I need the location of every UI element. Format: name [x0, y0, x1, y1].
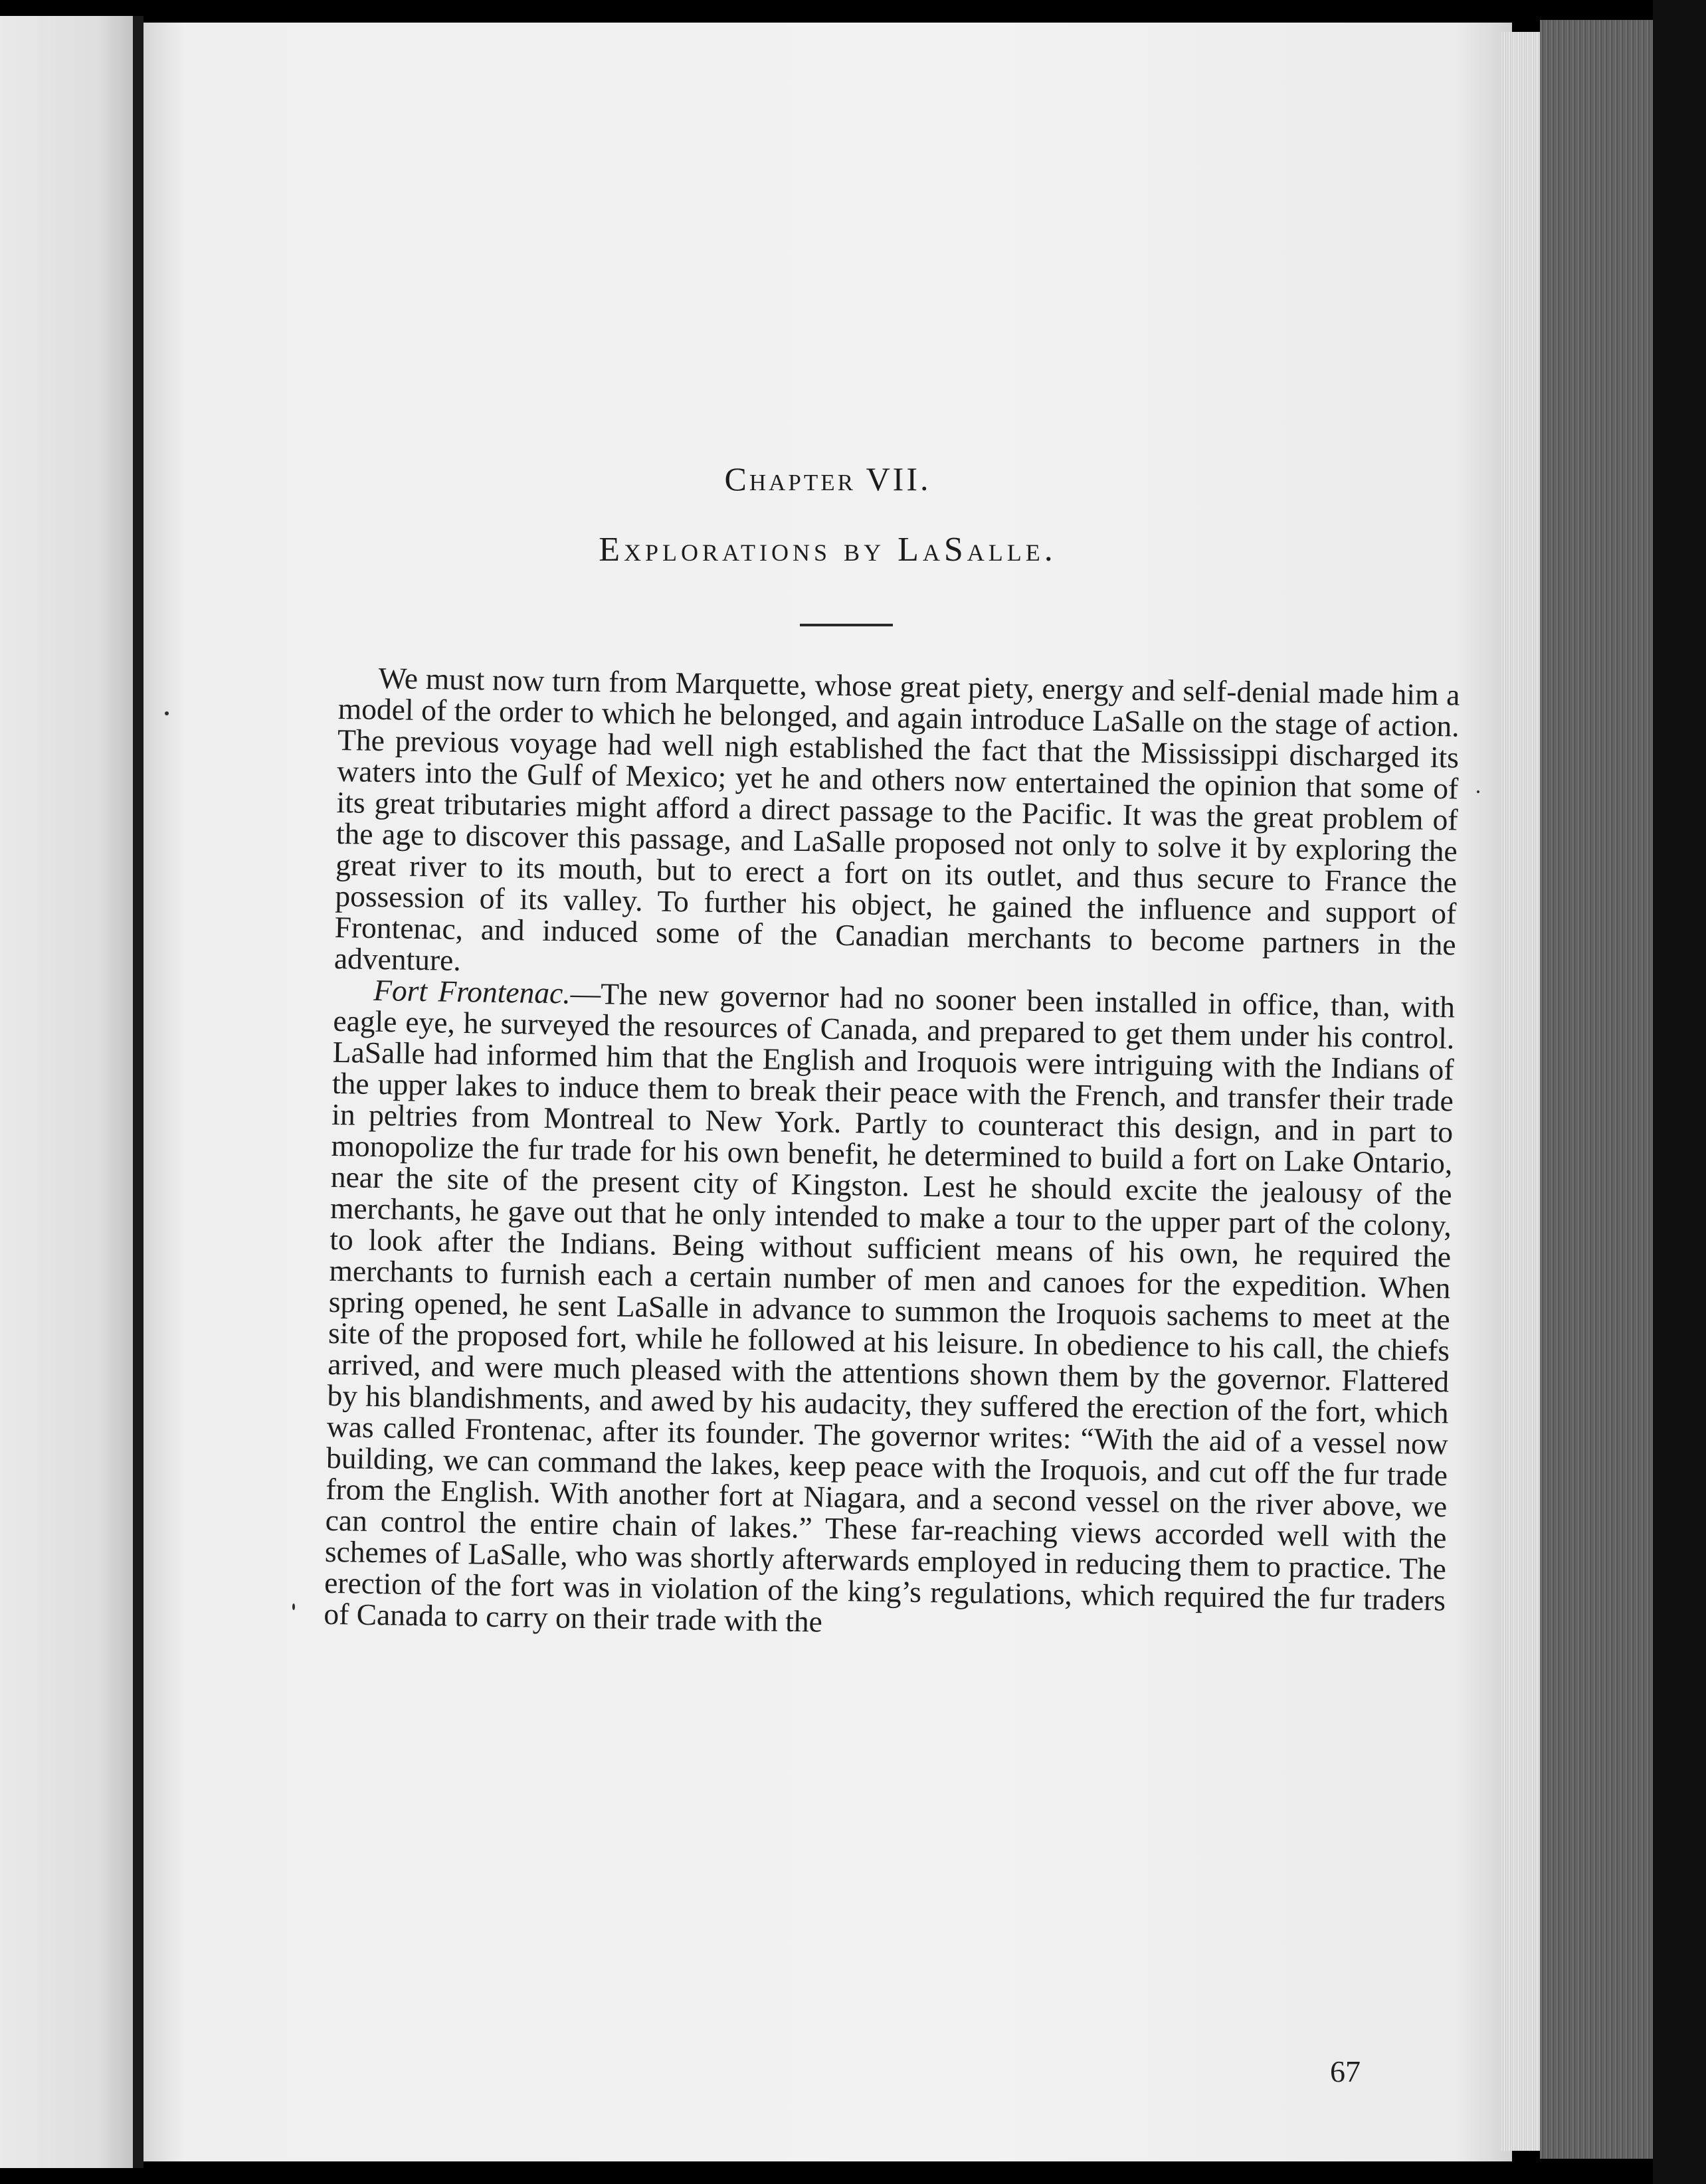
body-text: [324, 662, 1460, 1647]
heading-rule: [800, 624, 893, 626]
book-fore-edge: [1540, 20, 1653, 2159]
chapter-label: Chapter VII.: [724, 460, 931, 498]
left-page-edge: [0, 16, 140, 2168]
book-page: [143, 23, 1512, 2161]
paragraph-text: We must now turn from Marquette, whose great piety, energy and self-denial made him a model of the order to which he belonged, and again introduce LaSalle on the stage of action. The previous voyage had well nigh established the fact that the Mississippi discharged its waters into the Gulf of Mexico; yet he and others now entertained the opinion that some of its great tributaries might afford a direct passage to the Pacific. It was the great problem of the age to discover this passage, and LaSalle proposed not only to solve it by exploring the great river to its mouth, but to erect a fort on its outlet, and thus secure to France the possession of its valley. To further his object, he gained the influence and support of Frontenac, and induced some of the Canadian merchants to become partners in the adventure.: [333, 660, 1460, 977]
book-gutter: [133, 16, 143, 2168]
paragraph-text: —The new governor had no sooner been installed in office, than, with eagle eye, he surveyed the resources of Canada, and prepared to get them under his control. LaSalle had informed him that the English and Iroquois were intriguing with the Indians of the upper lakes to induce them to break their peace with the French, and transfer their trade in peltries from Montreal to New York. Partly to counteract this design, and in part to monopolize the fur trade for his own benefit, he determined to build a fort on Lake Ontario, near the site of the present city of Kingston. Lest he should excite the jealousy of the merchants, he gave out that he only intended to make a tour to the upper part of the colony, to look after the Indians. Being without sufficient means of his own, he required the merchants to furnish each a certain number of men and canoes for the expedition. When spring opened, he sent LaSalle in advance to summon the Iroquois sachems to meet at the site of the proposed fort, while he followed at his leisure. In obedience to his call, the chiefs arrived, and were much pleased with the attentions shown them by the governor. Flattered by his blandishments, and awed by his audacity, they suffered the erection of the fort, which was called Frontenac, after its founder. The governor writes: “With the aid of a vessel now building, we can command the lakes, keep peace with the Iroquois, and cut off the fur trade from the English. With another fort at Niagara, and a second vessel on the river above, we can control the entire chain of lakes.” These far-reaching views accorded well with the schemes of LaSalle, who was shortly afterwards employed in reducing them to practice. The erection of the fort was in violation of the king’s regulations, which required the fur traders of Canada to carry on their trade with the: [324, 976, 1456, 1639]
paragraph-fort-frontenac: [324, 974, 1455, 1647]
page-edges: [1501, 32, 1541, 2151]
scan-border: [1653, 0, 1706, 2184]
dust-speck: [292, 1603, 295, 1610]
section-lead: Fort Frontenac.: [373, 972, 571, 1010]
chapter-heading: Explorations by LaSalle.: [599, 531, 1057, 569]
dust-speck: [1477, 790, 1479, 793]
paragraph-marquette: [334, 662, 1460, 991]
page-number: 67: [1330, 2054, 1361, 2088]
dust-speck: [165, 711, 169, 715]
